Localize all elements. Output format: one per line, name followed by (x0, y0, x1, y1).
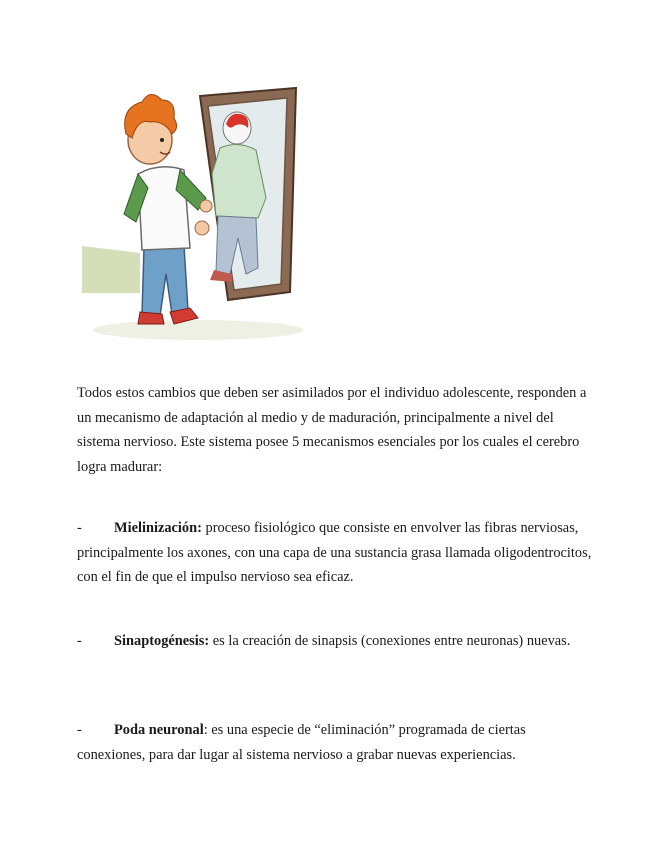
bullet-text: : es una especie de “eliminación” programada de ciertas conexiones, para dar lugar al sistema nervioso a grabar nuevas experiencias. (77, 722, 526, 763)
bullet-sinaptogenesis (77, 629, 597, 654)
boy-legs (142, 246, 188, 316)
boy-eye (160, 138, 164, 142)
bullet-term: Poda neuronal (114, 722, 204, 738)
boy-hand-right (200, 200, 212, 212)
bullet-term: Sinaptogénesis: (114, 633, 210, 649)
intro-paragraph: Todos estos cambios que deben ser asimilados por el individuo adolescente, responden a un mecanismo de adaptación al medio y de maduración, principalmente a nivel del sistema nervioso. Este sistema posee 5 mecanismos esenciales por los cuales el cerebro logra madurar: (77, 385, 587, 475)
bullet-dash: - (77, 633, 82, 649)
bullet-text: es la creación de sinapsis (conexiones entre neuronas) nuevas. (209, 633, 571, 649)
boy-mirror-illustration (80, 78, 310, 340)
bullet-dash: - (77, 520, 82, 536)
bullet-dash: - (77, 722, 82, 738)
wall-tint (82, 246, 140, 293)
boy-hand-left (195, 221, 209, 235)
bullet-mielinizacion (77, 516, 597, 590)
boy-shoe-left (138, 312, 164, 324)
bullet-text: proceso fisiológico que consiste en envolver las fibras nerviosas, principalmente los axones, con una capa de una sustancia grasa llamada oligodentrocitos, con el fin de que el impulso nervioso sea eficaz. (77, 520, 592, 585)
bullet-term: Mielinización: (114, 520, 202, 536)
bullet-poda-neuronal (77, 718, 597, 767)
floor-shadow (93, 320, 303, 340)
